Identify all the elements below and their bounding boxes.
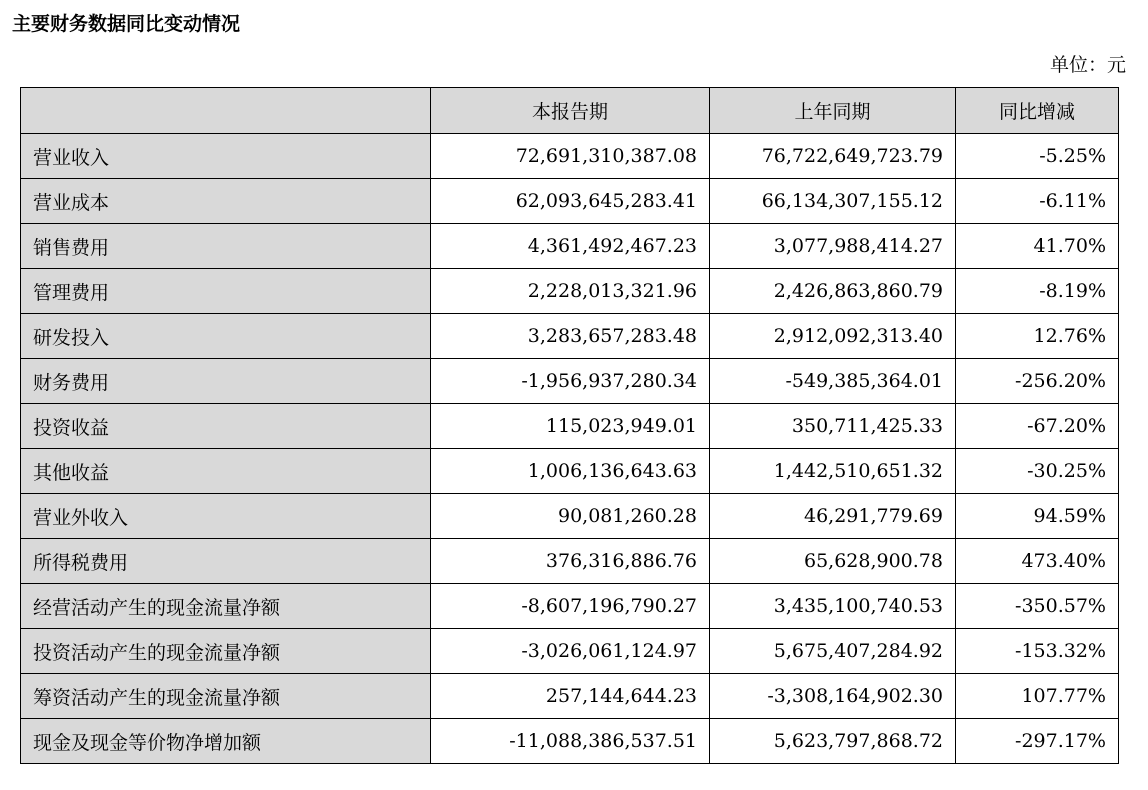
- row-current-value: 376,316,886.76: [431, 539, 710, 584]
- table-row: [21, 179, 1119, 224]
- row-item-label: 财务费用: [21, 359, 431, 404]
- row-item-label: 筹资活动产生的现金流量净额: [21, 674, 431, 719]
- row-item-label: 销售费用: [21, 224, 431, 269]
- table-row: [21, 719, 1119, 764]
- row-change-value: -5.25%: [956, 134, 1119, 179]
- row-change-value: -350.57%: [956, 584, 1119, 629]
- table-row: [21, 269, 1119, 314]
- row-current-value: -8,607,196,790.27: [431, 584, 710, 629]
- table-row: [21, 629, 1119, 674]
- row-change-value: -30.25%: [956, 449, 1119, 494]
- row-current-value: 90,081,260.28: [431, 494, 710, 539]
- row-prior-value: 3,077,988,414.27: [710, 224, 956, 269]
- section-title: 主要财务数据同比变动情况: [12, 13, 241, 35]
- row-change-value: 473.40%: [956, 539, 1119, 584]
- row-change-value: -297.17%: [956, 719, 1119, 764]
- row-current-value: 115,023,949.01: [431, 404, 710, 449]
- row-prior-value: -3,308,164,902.30: [710, 674, 956, 719]
- row-current-value: 72,691,310,387.08: [431, 134, 710, 179]
- row-current-value: -11,088,386,537.51: [431, 719, 710, 764]
- row-prior-value: 5,623,797,868.72: [710, 719, 956, 764]
- row-change-value: -67.20%: [956, 404, 1119, 449]
- row-item-label: 营业外收入: [21, 494, 431, 539]
- table-row: [21, 584, 1119, 629]
- row-current-value: -3,026,061,124.97: [431, 629, 710, 674]
- row-prior-value: 46,291,779.69: [710, 494, 956, 539]
- header-current-period: 本报告期: [431, 88, 710, 134]
- truncated-paragraph: [22, 780, 1122, 790]
- row-current-value: 62,093,645,283.41: [431, 179, 710, 224]
- table-header-row: [21, 88, 1119, 134]
- row-current-value: -1,956,937,280.34: [431, 359, 710, 404]
- row-prior-value: 3,435,100,740.53: [710, 584, 956, 629]
- row-prior-value: -549,385,364.01: [710, 359, 956, 404]
- table-row: [21, 674, 1119, 719]
- row-current-value: 2,228,013,321.96: [431, 269, 710, 314]
- row-item-label: 投资活动产生的现金流量净额: [21, 629, 431, 674]
- table-row: [21, 314, 1119, 359]
- table-row: [21, 404, 1119, 449]
- table-row: [21, 449, 1119, 494]
- row-prior-value: 66,134,307,155.12: [710, 179, 956, 224]
- row-item-label: 研发投入: [21, 314, 431, 359]
- row-change-value: 107.77%: [956, 674, 1119, 719]
- table-row: [21, 359, 1119, 404]
- row-item-label: 营业成本: [21, 179, 431, 224]
- row-change-value: 41.70%: [956, 224, 1119, 269]
- row-current-value: 257,144,644.23: [431, 674, 710, 719]
- row-item-label: 管理费用: [21, 269, 431, 314]
- row-change-value: 94.59%: [956, 494, 1119, 539]
- row-item-label: 营业收入: [21, 134, 431, 179]
- row-current-value: 4,361,492,467.23: [431, 224, 710, 269]
- unit-label: 单位：元: [1049, 54, 1126, 76]
- row-prior-value: 76,722,649,723.79: [710, 134, 956, 179]
- financial-data-table: [20, 87, 1119, 764]
- table-body: [21, 134, 1119, 764]
- row-current-value: 3,283,657,283.48: [431, 314, 710, 359]
- row-prior-value: 65,628,900.78: [710, 539, 956, 584]
- row-change-value: -6.11%: [956, 179, 1119, 224]
- row-change-value: -256.20%: [956, 359, 1119, 404]
- table-row: [21, 134, 1119, 179]
- table-row: [21, 224, 1119, 269]
- row-item-label: 所得税费用: [21, 539, 431, 584]
- row-prior-value: 2,426,863,860.79: [710, 269, 956, 314]
- row-item-label: 投资收益: [21, 404, 431, 449]
- row-item-label: 经营活动产生的现金流量净额: [21, 584, 431, 629]
- row-prior-value: 1,442,510,651.32: [710, 449, 956, 494]
- table-row: [21, 494, 1119, 539]
- table-row: [21, 539, 1119, 584]
- row-change-value: -8.19%: [956, 269, 1119, 314]
- row-change-value: -153.32%: [956, 629, 1119, 674]
- header-item: [21, 88, 431, 134]
- header-yoy-change: 同比增减: [956, 88, 1119, 134]
- row-item-label: 其他收益: [21, 449, 431, 494]
- row-prior-value: 5,675,407,284.92: [710, 629, 956, 674]
- row-current-value: 1,006,136,643.63: [431, 449, 710, 494]
- row-prior-value: 2,912,092,313.40: [710, 314, 956, 359]
- row-prior-value: 350,711,425.33: [710, 404, 956, 449]
- row-change-value: 12.76%: [956, 314, 1119, 359]
- row-item-label: 现金及现金等价物净增加额: [21, 719, 431, 764]
- header-prior-period: 上年同期: [710, 88, 956, 134]
